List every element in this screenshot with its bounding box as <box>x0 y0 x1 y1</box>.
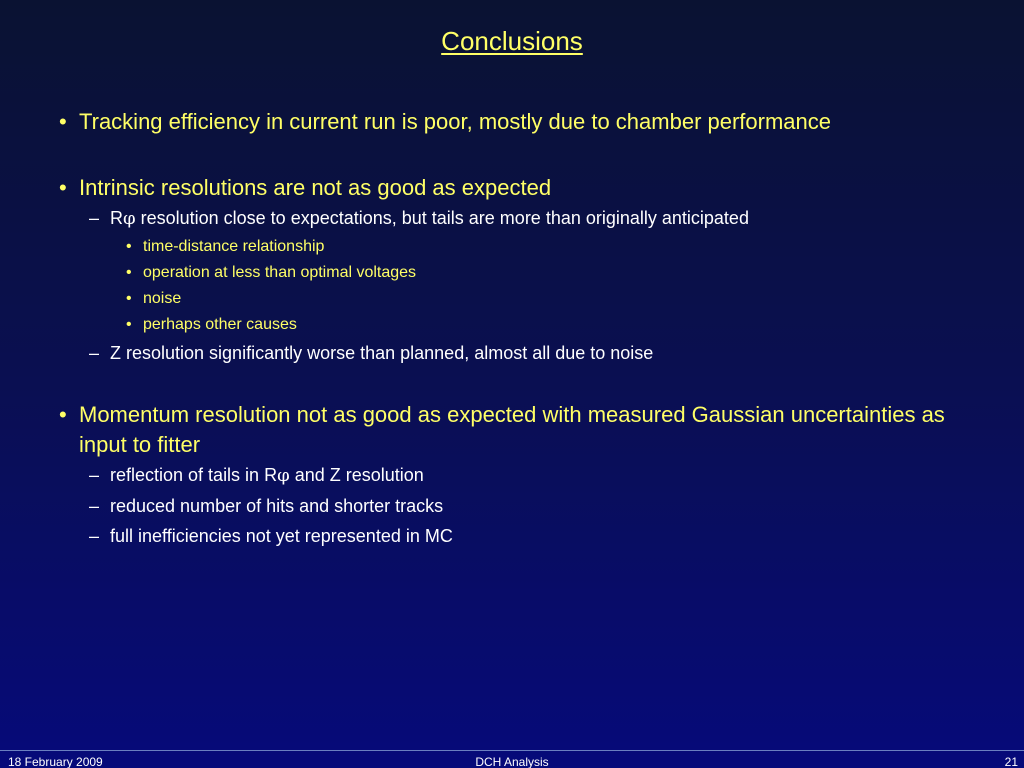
sub-bullet-text: reduced number of hits and shorter tracks <box>110 496 444 516</box>
dash-marker: – <box>89 526 100 546</box>
bullet-marker: • <box>126 238 132 255</box>
sub-bullet-text: and Z resolution <box>289 465 424 485</box>
sub-sub-bullet-time-distance <box>126 234 943 260</box>
footer-divider <box>0 750 1024 751</box>
dash-marker: – <box>89 465 100 485</box>
sub-bullet-text: resolution close to expectations, but tails are more than originally anticipated <box>135 208 749 228</box>
bullet-intrinsic-resolutions <box>59 173 959 203</box>
bullet-text: Momentum resolution not as good as expected with measured Gaussian uncertainties as input to fitter <box>79 402 945 457</box>
bullet-momentum-resolution <box>59 400 959 460</box>
bullet-marker: • <box>59 402 67 427</box>
dash-marker: – <box>89 343 100 363</box>
bullet-marker: • <box>59 109 67 134</box>
sub-bullet-rphi-resolution <box>89 203 970 234</box>
sub-bullet-text: Z resolution significantly worse than planned, almost all due to noise <box>110 343 654 363</box>
bullet-marker: • <box>126 290 132 307</box>
bullet-text: Intrinsic resolutions are not as good as expected <box>79 175 552 200</box>
page-number: 21 <box>1004 755 1018 768</box>
footer-date: 18 February 2009 <box>8 755 103 768</box>
slide-content <box>0 107 1024 551</box>
bullet-marker: • <box>126 264 132 281</box>
sub-bullet-prefix: R <box>110 208 123 228</box>
bullet-marker: • <box>126 316 132 333</box>
footer-title: DCH Analysis <box>475 755 549 768</box>
sub-bullet-reflection-of-tails <box>89 460 970 491</box>
dash-marker: – <box>89 208 100 228</box>
sub-bullet-prefix: reflection of tails in R <box>110 465 278 485</box>
sub-bullet-reduced-hits <box>89 491 970 521</box>
slide-title: Conclusions <box>441 26 583 56</box>
sub-sub-bullet-text: perhaps other causes <box>143 316 297 333</box>
sub-sub-bullet-voltages <box>126 260 943 286</box>
sub-sub-bullet-text: time-distance relationship <box>143 238 325 255</box>
bullet-marker: • <box>59 175 67 200</box>
sub-bullet-text: full inefficiencies not yet represented in MC <box>110 526 453 546</box>
sub-sub-bullet-text: noise <box>143 290 182 307</box>
phi-symbol: φ <box>277 465 290 486</box>
bullet-text: Tracking efficiency in current run is poor, mostly due to chamber performance <box>79 109 832 134</box>
sub-bullet-full-inefficiencies <box>89 521 970 551</box>
phi-symbol: φ <box>123 208 136 229</box>
sub-bullet-z-resolution <box>89 338 970 368</box>
sub-sub-bullet-noise <box>126 286 943 312</box>
dash-marker: – <box>89 496 100 516</box>
bullet-tracking-efficiency <box>59 107 959 137</box>
sub-sub-bullet-other-causes <box>126 312 943 338</box>
sub-sub-bullet-text: operation at less than optimal voltages <box>143 264 417 281</box>
